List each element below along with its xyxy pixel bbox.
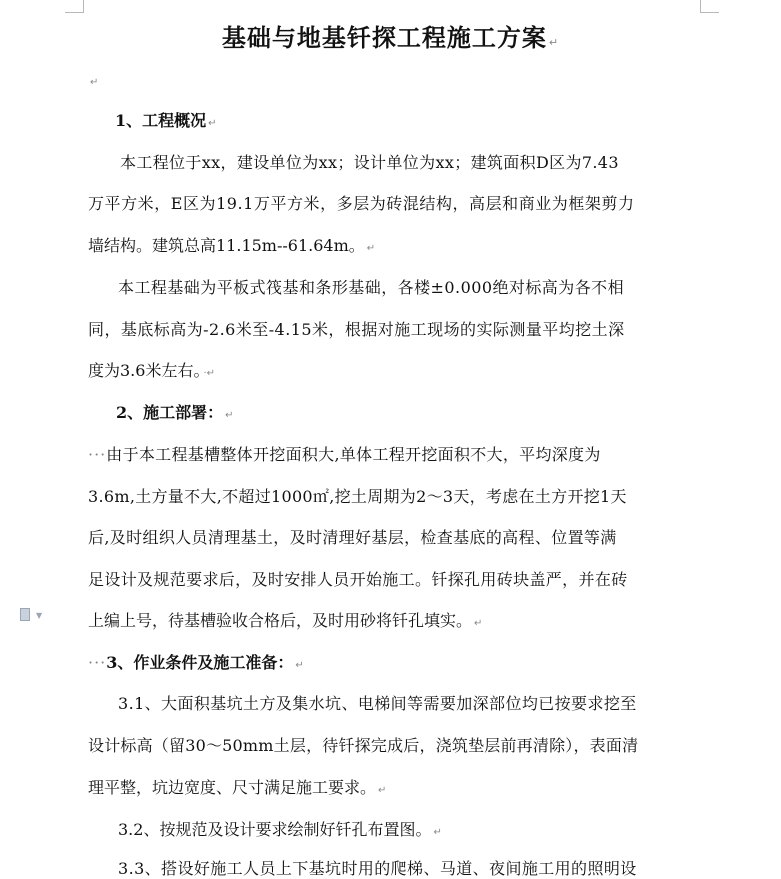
document-title: 基础与地基钎探工程施工方案 ↵ <box>221 23 560 52</box>
section-heading-2: 2、施工部署： ↵ <box>116 403 234 422</box>
empty-paragraph: ↵ <box>90 77 99 88</box>
section-heading-3: ···3、作业条件及施工准备： ↵ <box>88 653 304 672</box>
paragraph-line: 墙结构。建筑总高11.15m--61.64m。 ↵ <box>88 236 376 255</box>
paragraph-line: 3.6m,土方量不大,不超过1000㎡,挖土周期为2～3天，考虑在土方开挖1天 <box>88 487 627 506</box>
paragraph-line: 理平整，坑边宽度、尺寸满足施工要求。 ↵ <box>88 778 387 797</box>
page-corner-mark-top-right <box>700 0 719 13</box>
paragraph-line: 3.1、大面积基坑土方及集水坑、电梯间等需要加深部位均已按要求挖至 <box>118 694 637 713</box>
paragraph-line: 足设计及规范要求后，及时安排人员开始施工。钎探孔用砖块盖严，并在砖 <box>88 570 628 589</box>
paragraph-line: 上编上号，待基槽验收合格后，及时用砂将钎孔填实。 ↵ <box>88 611 483 630</box>
paragraph-line: 设计标高（留30～50mm土层，待钎探完成后，浇筑垫层前再清除），表面清 <box>88 736 639 755</box>
paragraph-line: 本工程位于xx，建设单位为xx；设计单位为xx；建筑面积D区为7.43 <box>120 153 619 172</box>
section-heading-1: 1、工程概况 ↵ <box>115 111 217 130</box>
paragraph-line: 后,及时组织人员清理基土，及时清理好基层，检查基底的高程、位置等满 <box>88 528 617 547</box>
document-icon <box>20 608 30 621</box>
paragraph-line: 本工程基础为平板式筏基和条形基础，各楼±0.000绝对标高为各不相 <box>118 278 625 297</box>
paragraph-line: 3.2、按规范及设计要求绘制好钎孔布置图。 ↵ <box>118 820 442 839</box>
paragraph-line: 同，基底标高为-2.6米至-4.15米，根据对施工现场的实际测量平均挖土深 <box>88 320 625 339</box>
paragraph-options-icon[interactable] <box>18 606 44 624</box>
paragraph-line: ···由于本工程基槽整体开挖面积大,单体工程开挖面积不大，平均深度为 <box>88 445 601 464</box>
paragraph-line: 万平方米，E区为19.1万平方米，多层为砖混结构，高层和商业为框架剪力 <box>88 194 635 213</box>
paragraph-line: 3.3、搭设好施工人员上下基坑时用的爬梯、马道、夜间施工用的照明设 <box>118 859 637 878</box>
chevron-down-icon: ▼ <box>36 611 43 620</box>
page-corner-mark-top-left <box>65 0 84 13</box>
paragraph-line: 度为3.6米左右。 ·↵ <box>88 361 216 380</box>
